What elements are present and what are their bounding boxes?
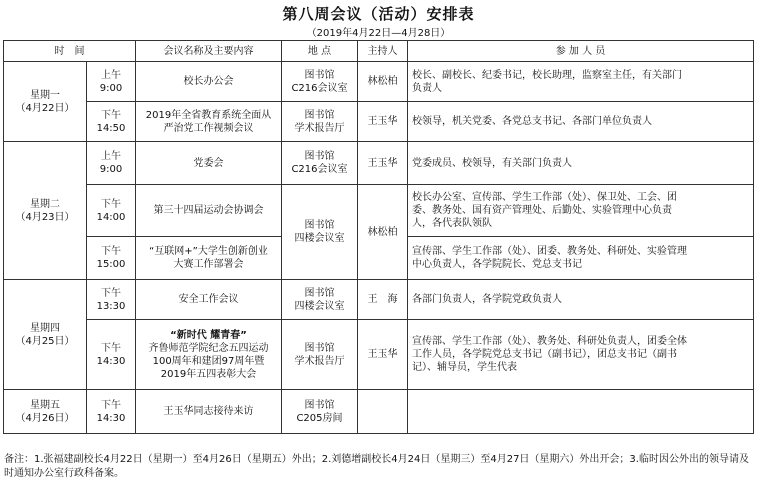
time-clock: 14:00 <box>96 211 126 223</box>
host-cell <box>358 390 408 434</box>
location-line: 图书馆 <box>304 399 335 411</box>
attendees-cell <box>408 102 754 142</box>
day-cell <box>4 390 87 434</box>
location-line: C216会议室 <box>291 82 348 94</box>
host-cell: 王玉华 <box>358 142 408 185</box>
attendees-cell <box>408 237 754 280</box>
location-cell <box>282 102 358 142</box>
attendees-line: 人，各代表队领队 <box>412 218 492 229</box>
attendees-cell <box>408 185 754 237</box>
time-period: 上午 <box>101 69 121 81</box>
location-cell <box>282 320 358 390</box>
time-cell <box>87 237 136 280</box>
content-cell <box>136 320 282 390</box>
content-cell <box>136 62 282 102</box>
header-time: 时 间 <box>4 41 136 62</box>
attendees-line: 党委成员、校领导，有关部门负责人 <box>412 157 572 169</box>
day-name: 星期四 <box>30 322 60 334</box>
attendees-line: 校长、副校长、纪委书记，校长助理，监察室主任，有关部门 <box>412 69 682 81</box>
location-line: 图书馆 <box>304 342 335 354</box>
attendees-cell <box>408 390 754 434</box>
content-line: 第三十四届运动会协调会 <box>153 205 264 216</box>
content-line: “互联网+”大学生创新创业 <box>149 246 268 257</box>
content-line: 2019年全省教育系统全面从 <box>145 109 272 121</box>
time-clock: 9:00 <box>99 82 123 94</box>
time-cell <box>87 185 136 237</box>
time-clock: 14:50 <box>96 122 126 134</box>
page-subtitle: （2019年4月22日—4月28日） <box>306 28 451 39</box>
host-cell: 王玉华 <box>358 102 408 142</box>
table-row <box>4 280 754 320</box>
attendees-line: 校长办公室、宣传部、学生工作部（处）、保卫处、工会、团 <box>412 192 677 203</box>
footnote: 备注：1.张福建副校长4月22日（星期一）至4月26日（星期五）外出；2.刘德增副校长4月24日（星期三）至4月27日（星期六）外出开会；3.临时因公外出的领导请及时通知办公室行政科备案。 <box>4 454 749 479</box>
content-cell <box>136 185 282 237</box>
attendees-cell <box>408 62 754 102</box>
content-cell <box>136 390 282 434</box>
location-line: 学术报告厅 <box>294 122 345 134</box>
location-line: 学术报告厅 <box>294 355 345 367</box>
host-cell: 林松柏 <box>358 62 408 102</box>
header-content: 会议名称及主要内容 <box>136 41 282 62</box>
location-cell <box>282 280 358 320</box>
attendees-line: 记）、辅导员，学生代表 <box>412 362 517 373</box>
content-line: 100周年和建团97周年暨 <box>152 355 265 367</box>
time-cell <box>87 320 136 390</box>
attendees-line: 宣传部、学生工作部（处）、团委、教务处、科研处、实验管理 <box>412 246 687 257</box>
header-attendees: 参 加 人 员 <box>408 41 754 62</box>
attendees-line: 负责人 <box>412 82 442 94</box>
attendees-line: 工作人员，各学院党总支书记（副书记），团总支书记（副书 <box>412 349 677 360</box>
day-date: （4月26日） <box>15 412 75 424</box>
time-period: 上午 <box>101 151 121 162</box>
time-period: 下午 <box>101 246 121 257</box>
schedule-table <box>3 40 754 434</box>
time-cell <box>87 62 136 102</box>
table-row <box>4 102 754 142</box>
content-line: 王玉华同志接待来访 <box>163 406 254 417</box>
attendees-cell <box>408 320 754 390</box>
location-line: 四楼会议室 <box>294 300 345 312</box>
day-name: 星期五 <box>30 399 60 411</box>
day-date: （4月25日） <box>15 335 75 347</box>
location-line: 图书馆 <box>304 69 335 81</box>
table-row <box>4 185 754 237</box>
time-period: 下午 <box>101 342 121 354</box>
table-row <box>4 320 754 390</box>
time-clock: 13:30 <box>96 300 126 312</box>
time-period: 下午 <box>101 399 121 411</box>
content-line: 安全工作会议 <box>178 294 239 305</box>
host-cell: 林松柏 <box>358 185 408 280</box>
content-line: 2019年五四表彰大会 <box>160 368 257 380</box>
content-line: 党委会 <box>193 157 224 169</box>
time-period: 下午 <box>101 287 121 299</box>
header-host: 主持人 <box>358 41 408 62</box>
content-line: 齐鲁师范学院纪念五四运动 <box>148 342 269 354</box>
header-location: 地 点 <box>282 41 358 62</box>
location-line: C216会议室 <box>291 164 348 175</box>
time-period: 下午 <box>101 198 121 210</box>
location-line: 图书馆 <box>304 287 335 299</box>
time-clock: 14:30 <box>96 412 126 424</box>
header-row <box>4 41 754 62</box>
time-cell <box>87 280 136 320</box>
page-title: 第八周会议（活动）安排表 <box>282 5 475 23</box>
content-line: 严治党工作视频会议 <box>163 122 254 134</box>
attendees-line: 委、教务处、国有资产管理处、后勤处、实验管理中心负责 <box>412 205 672 216</box>
attendees-cell <box>408 142 754 185</box>
location-cell <box>282 390 358 434</box>
content-cell <box>136 142 282 185</box>
attendees-line: 宣传部、学生工作部（处）、教务处、科研处负责人，团委全体 <box>412 336 687 347</box>
content-line: “新时代 耀青春” <box>170 329 247 341</box>
location-cell <box>282 62 358 102</box>
time-clock: 15:00 <box>96 259 126 270</box>
location-line: 四楼会议室 <box>294 233 345 244</box>
location-cell <box>282 142 358 185</box>
time-period: 下午 <box>101 109 121 121</box>
day-name: 星期一 <box>30 89 60 101</box>
location-cell <box>282 185 358 280</box>
content-line: 大赛工作部署会 <box>173 259 244 270</box>
host-cell: 王玉华 <box>358 320 408 390</box>
table-row <box>4 390 754 434</box>
table-row <box>4 62 754 102</box>
attendees-line: 校领导，机关党委、各党总支书记、各部门单位负责人 <box>412 116 652 127</box>
day-cell <box>4 62 87 142</box>
host-cell: 王 海 <box>358 280 408 320</box>
time-cell <box>87 142 136 185</box>
attendees-line: 中心负责人，各学院院长、党总支书记 <box>412 259 582 270</box>
attendees-cell <box>408 280 754 320</box>
attendees-line: 各部门负责人，各学院党政负责人 <box>412 294 562 305</box>
content-cell <box>136 280 282 320</box>
day-cell <box>4 142 87 280</box>
time-clock: 9:00 <box>99 164 123 175</box>
time-cell <box>87 390 136 434</box>
content-cell <box>136 102 282 142</box>
location-line: 图书馆 <box>304 151 335 162</box>
time-clock: 14:30 <box>96 355 126 367</box>
location-line: C205房间 <box>296 412 343 424</box>
day-cell <box>4 280 87 390</box>
content-cell <box>136 237 282 280</box>
time-cell <box>87 102 136 142</box>
location-line: 图书馆 <box>304 109 335 121</box>
day-date: （4月23日） <box>15 211 75 223</box>
content-line: 校长办公会 <box>183 76 234 87</box>
day-name: 星期二 <box>30 198 60 210</box>
day-date: （4月22日） <box>15 102 75 114</box>
location-line: 图书馆 <box>304 220 335 231</box>
table-row <box>4 142 754 185</box>
